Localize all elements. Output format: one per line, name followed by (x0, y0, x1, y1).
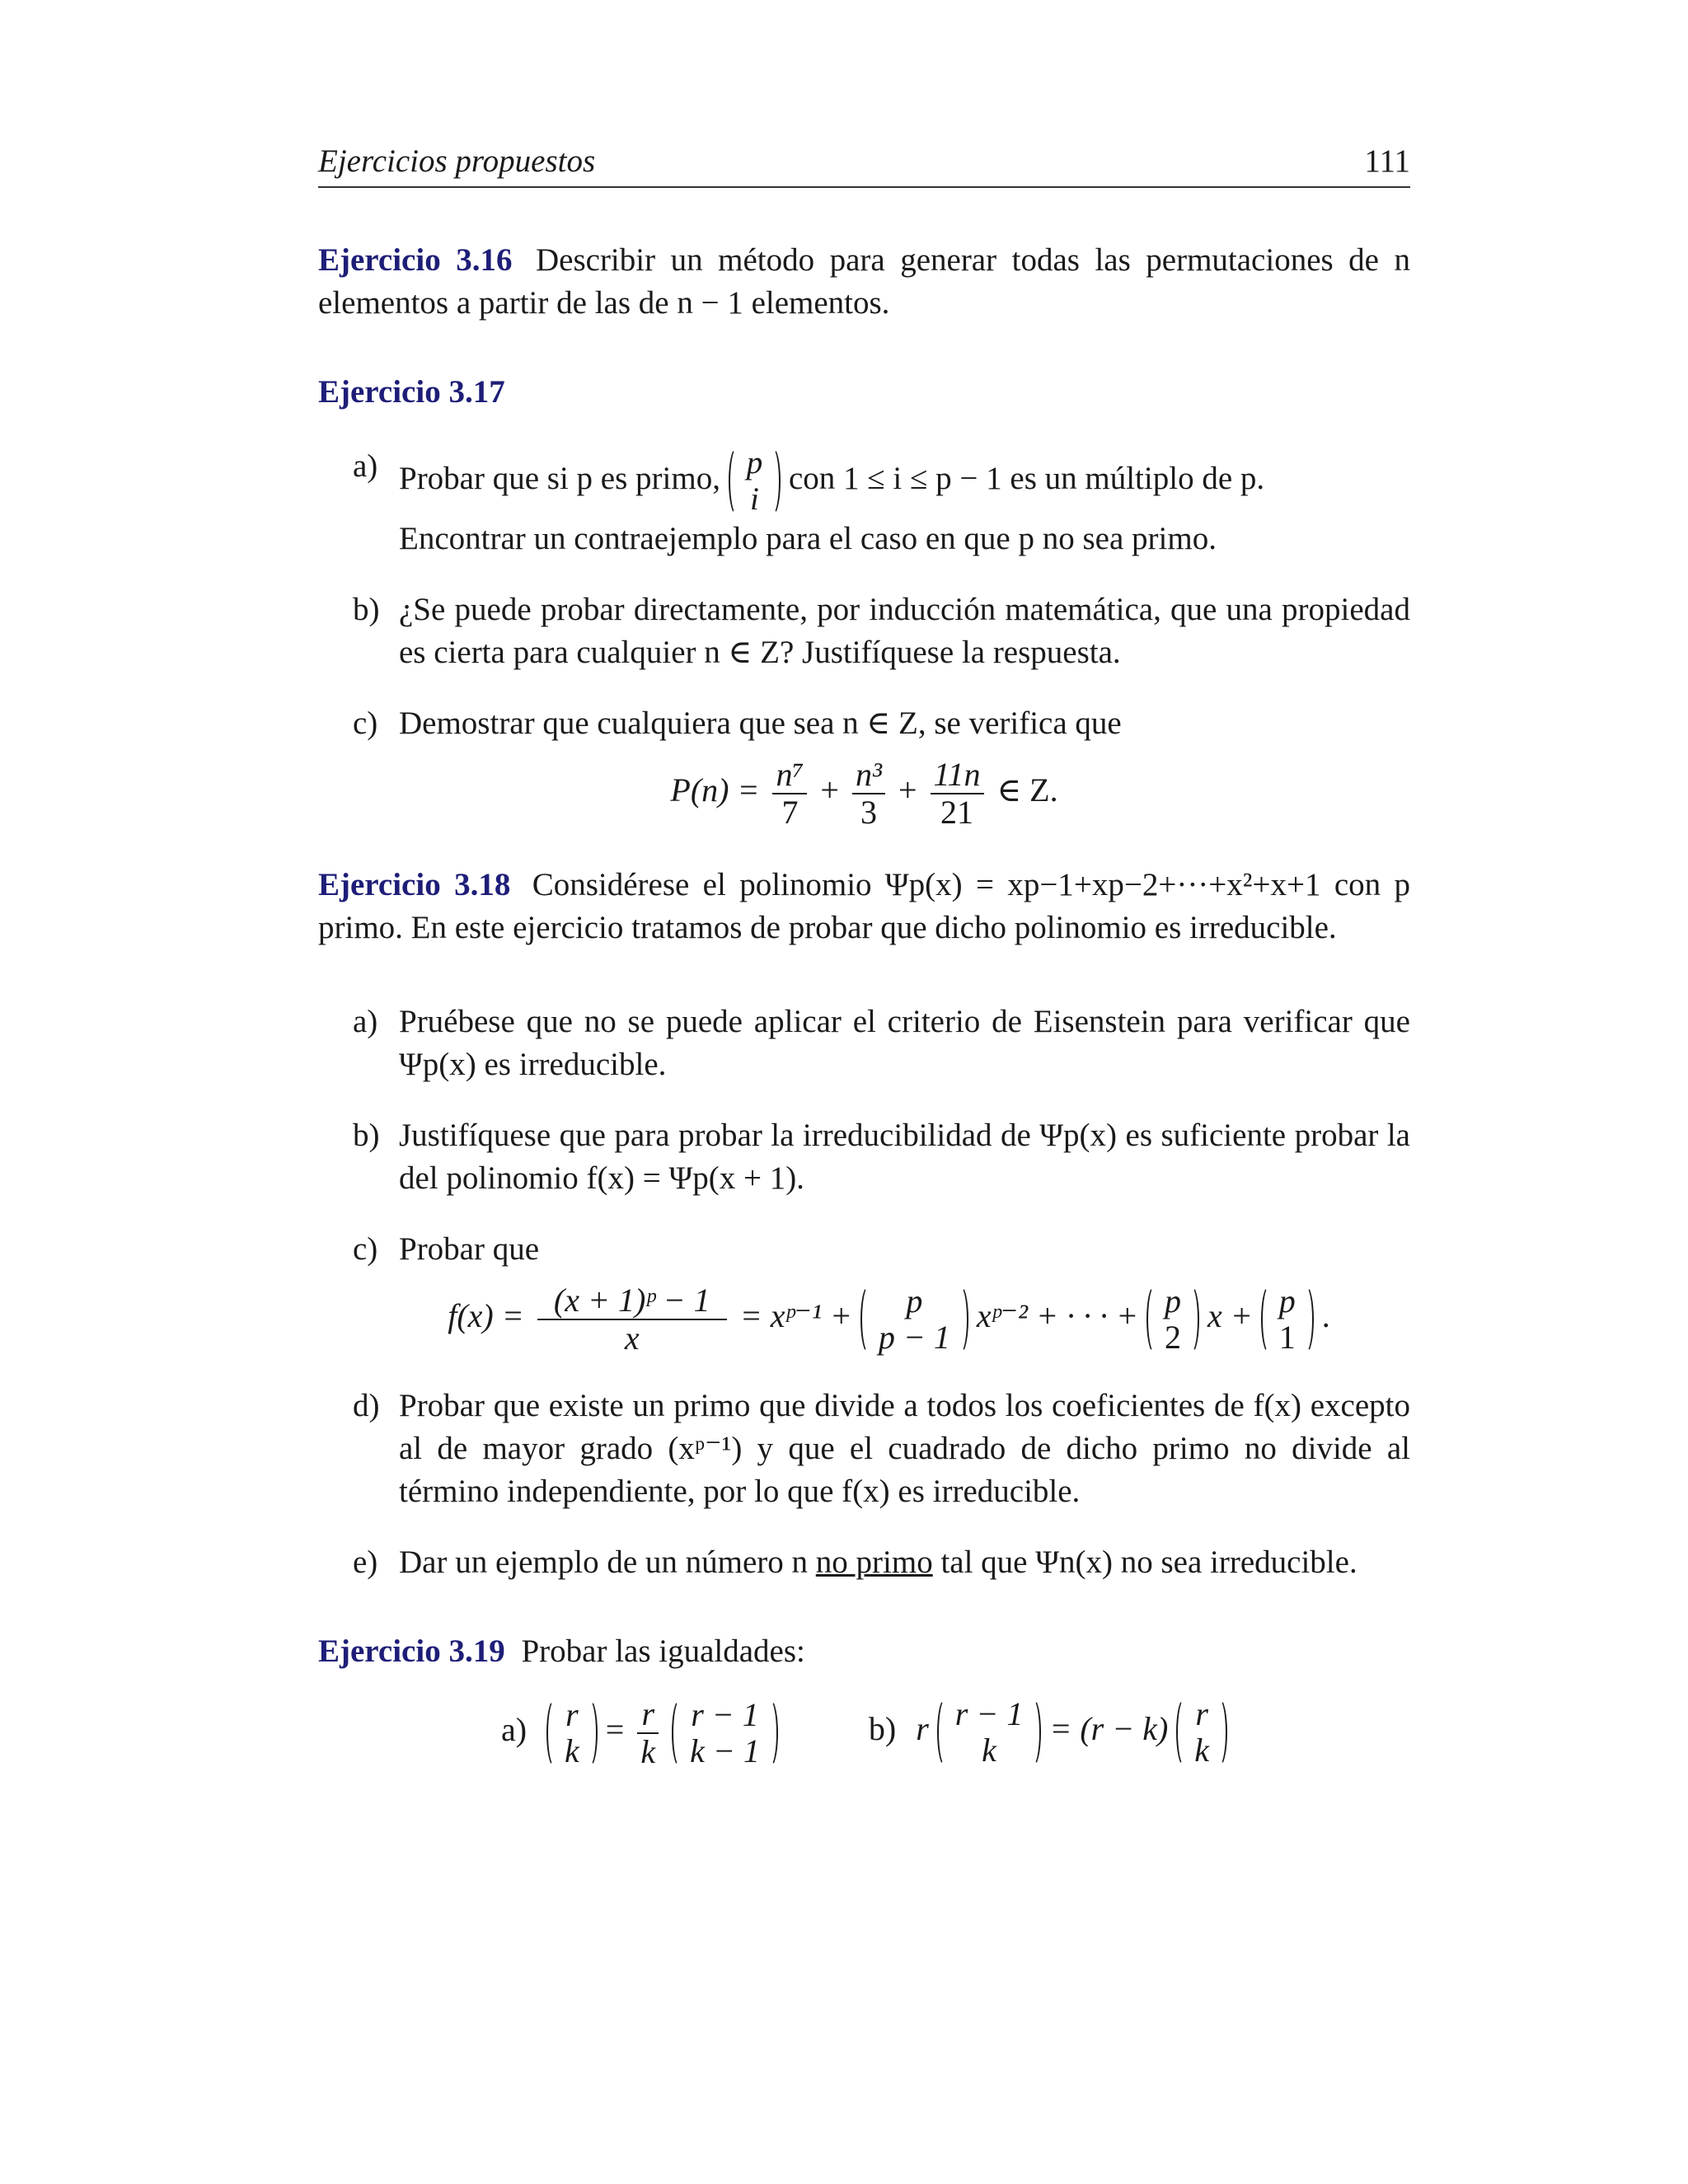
item-text: Justifíquese que para probar la irreducibilidad de Ψp(x) es suficiente probar la del polinomio f(x) = Ψp(x + 1). (399, 1118, 1410, 1196)
equation-part: = xᵖ⁻¹ + (739, 1297, 852, 1335)
item-text: Dar un ejemplo de un número n (399, 1544, 809, 1580)
item-d (318, 1385, 1410, 1513)
equation-part: . (1321, 1297, 1330, 1335)
item-b (318, 588, 1410, 674)
exercise-title: Ejercicio 3.17 (318, 374, 505, 410)
item-label: a) (353, 1004, 378, 1039)
item-text: tal que Ψn(x) no sea irreducible. (940, 1544, 1357, 1580)
operator: = (605, 1711, 625, 1749)
item-text: ¿Se puede probar directamente, por inducción matemática, que una propiedad es cierta para cualquier n ∈ Z? Justifíquese la respuesta. (399, 592, 1410, 670)
binomial-top: p (746, 445, 763, 480)
binomial: r − 1 k (937, 1696, 1042, 1769)
item-c (318, 1228, 1410, 1271)
identities-row (318, 1696, 1410, 1770)
exercise-3-17 (318, 371, 1410, 831)
item-text: Encontrar un contraejemplo para el caso en que p no sea primo. (399, 521, 1217, 556)
equation-part: r (916, 1710, 929, 1748)
running-header (318, 140, 1410, 188)
exercise-3-18 (318, 864, 1410, 1584)
fraction: $\frac{\text{n³}}{3}$ (852, 757, 885, 831)
item-b (318, 1114, 1410, 1200)
identity-a (501, 1696, 778, 1770)
item-e (318, 1541, 1410, 1584)
item-label: d) (353, 1388, 380, 1423)
item-label: c) (353, 1231, 378, 1267)
item-a (318, 445, 1410, 560)
exercise-title: Ejercicio 3.19 (318, 1633, 505, 1669)
exercise-text: Considérese el polinomio Ψp(x) = xp−1+xp−2+···+x²+x+1 con p primo. En este ejercicio tratamos de probar que dicho polinomio es irreducible. (318, 867, 1411, 945)
binomial: r k (546, 1697, 598, 1769)
binomial: r − 1 k − 1 (672, 1697, 778, 1769)
item-text: Probar que existe un primo que divide a todos los coeficientes de f(x) excepto al de mayor grado (xᵖ⁻¹) y que el cuadrado de dicho primo no divide al término independiente, por lo que f(x) es irreducible. (399, 1388, 1410, 1509)
item-label: a) (500, 1711, 528, 1749)
page-number: 111 (1364, 143, 1410, 179)
equation-rhs: ∈ Z. (996, 771, 1058, 809)
binomial-bottom: i (750, 481, 759, 517)
page-content (318, 140, 1410, 1770)
display-equation (318, 1282, 1410, 1357)
exercise-title: Ejercicio 3.18 (318, 867, 511, 902)
item-label: b) (353, 1118, 380, 1153)
fraction: $\frac{\text{n⁷}}{7}$ (772, 757, 807, 831)
equation-lhs: P(n) = (670, 771, 760, 809)
equation-part: x + (1207, 1297, 1253, 1335)
equation-lhs: f(x) = (448, 1297, 524, 1335)
item-a (318, 1001, 1410, 1086)
item-c (318, 702, 1410, 745)
item-text: con 1 ≤ i ≤ p − 1 es un múltiplo de p. (788, 460, 1265, 496)
binomial (729, 445, 781, 518)
fraction: $\frac{11n}{21}$ (931, 757, 984, 831)
item-text: Demostrar que cualquiera que sea n ∈ Z, se verifica que (399, 705, 1122, 741)
exercise-3-19 (318, 1630, 1410, 1770)
equation-part: xᵖ⁻² + · · · + (976, 1297, 1139, 1335)
item-label: a) (353, 448, 378, 484)
fraction: $\frac{r}{k}$ (637, 1696, 659, 1770)
exercise-text: Describir un método para generar todas las permutaciones de n elementos a partir de las de n − 1 elementos. (318, 242, 1411, 321)
item-text: Probar que (399, 1231, 540, 1267)
exercise-title: Ejercicio 3.16 (318, 242, 513, 278)
item-label: e) (353, 1544, 378, 1580)
binomial: p p − 1 (860, 1283, 968, 1356)
item-label: b) (353, 592, 380, 627)
equation-part: = (r − k) (1049, 1710, 1169, 1748)
exercise-3-16 (318, 239, 1410, 325)
exercise-text: Probar las igualdades: (521, 1633, 805, 1669)
binomial: p 2 (1146, 1283, 1199, 1356)
operator: + (898, 771, 917, 809)
item-label: b) (868, 1710, 897, 1748)
item-text: Probar que si p es primo, (399, 460, 720, 496)
operator: + (820, 771, 839, 809)
binomial: p 1 (1261, 1283, 1314, 1356)
identity-b (869, 1696, 1227, 1770)
display-equation (318, 757, 1410, 831)
fraction: $\frac{\text{(x + 1)ᵖ − 1}}{x}$ (537, 1282, 727, 1357)
header-title: Ejercicios propuestos (318, 143, 596, 179)
item-label: c) (353, 705, 378, 741)
underlined-text: no primo (815, 1544, 933, 1580)
binomial: r k (1176, 1696, 1227, 1769)
item-text: Pruébese que no se puede aplicar el criterio de Eisenstein para verificar que Ψp(x) es irreducible. (399, 1004, 1410, 1082)
